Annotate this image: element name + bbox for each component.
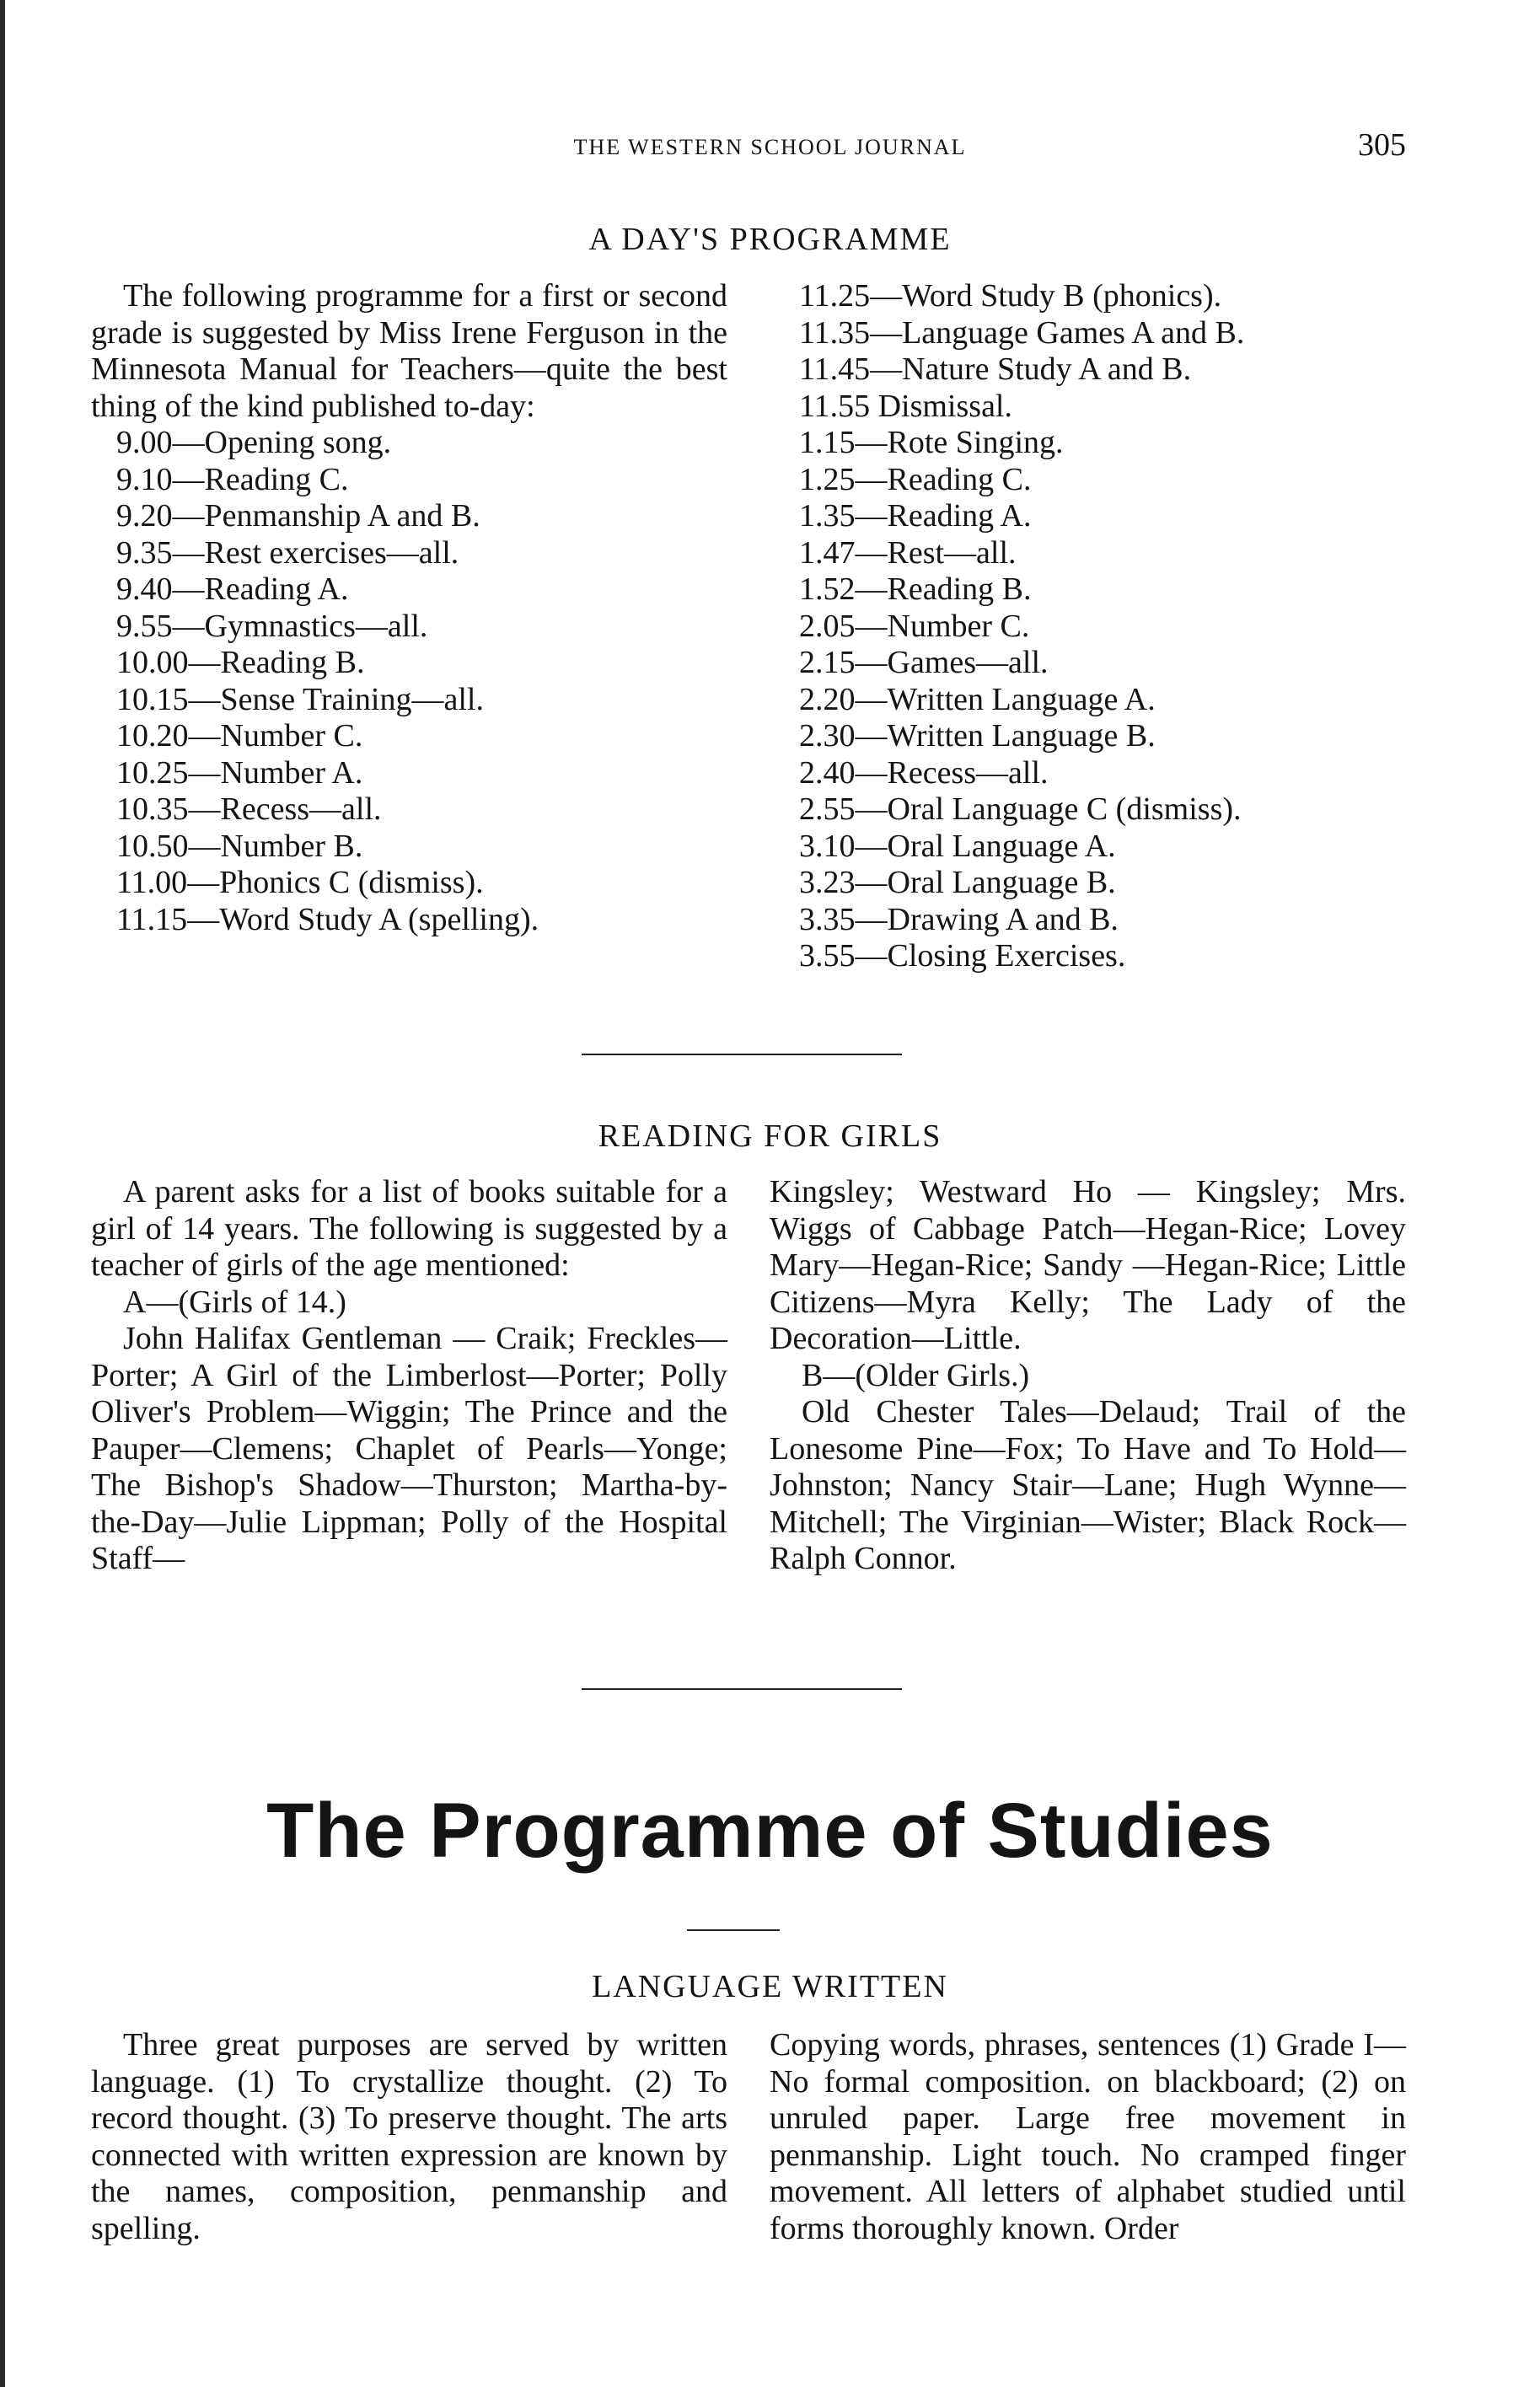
section-divider xyxy=(582,1688,902,1690)
page-edge-shadow xyxy=(0,0,5,2387)
schedule-item: 9.20—Penmanship A and B. xyxy=(116,498,480,534)
reading-right-column xyxy=(770,1174,1406,1578)
language-right-column xyxy=(770,2027,1406,2247)
schedule-item: 1.52—Reading B. xyxy=(799,571,1032,607)
schedule-item: 1.35—Reading A. xyxy=(799,498,1032,534)
language-written-subtitle: LANGUAGE WRITTEN xyxy=(592,1969,948,2004)
running-head: THE WESTERN SCHOOL JOURNAL xyxy=(573,135,967,159)
schedule-item: 3.23—Oral Language B. xyxy=(799,865,1116,900)
schedule-item: 9.10—Reading C. xyxy=(116,461,349,497)
schedule-item: 1.15—Rote Singing. xyxy=(799,425,1064,460)
schedule-item: 11.45—Nature Study A and B. xyxy=(799,351,1192,387)
schedule-list-left xyxy=(116,425,727,938)
schedule-item: 9.55—Gymnastics—all. xyxy=(116,608,428,644)
schedule-item: 2.20—Written Language A. xyxy=(799,681,1156,717)
schedule-item: 11.25—Word Study B (phonics). xyxy=(799,278,1222,314)
schedule-item: 10.15—Sense Training—all. xyxy=(116,681,484,717)
schedule-item: 1.47—Rest—all. xyxy=(799,534,1017,571)
schedule-item: 3.35—Drawing A and B. xyxy=(799,901,1119,937)
reading-paragraph: A parent asks for a list of books suitable for a girl of 14 years. The following is suggested by a teacher of girls of the age mentioned: xyxy=(91,1174,727,1283)
reading-left-column xyxy=(91,1174,727,1578)
day-programme-intro: The following programme for a first or second grade is suggested by Miss Irene Ferguson in the Minnesota Manual for Teachers—quite the best thing of the kind published to-day: xyxy=(91,278,727,424)
schedule-item: 3.55—Closing Exercises. xyxy=(799,938,1126,974)
day-programme-right-column xyxy=(799,278,1406,975)
schedule-item: 2.55—Oral Language C (dismiss). xyxy=(799,791,1242,827)
day-programme-title: A DAY'S PROGRAMME xyxy=(588,222,952,257)
title-underline xyxy=(687,1929,780,1931)
schedule-item: 11.35—Language Games A and B. xyxy=(799,314,1245,351)
schedule-item: 11.55 Dismissal. xyxy=(799,388,1012,424)
reading-list-heading: B—(Older Girls.) xyxy=(802,1357,1030,1393)
language-paragraph: Copying words, phrases, sentences (1) Grade I—No formal composition. on blackboard; (2) on unruled paper. Large free movement in penmanship. Light touch. No cramped finger movement. All letters of alphabet studied until forms thoroughly known. Order xyxy=(770,2027,1406,2246)
language-paragraph: Three great purposes are served by written language. (1) To crystallize thought. (2) To record thought. (3) To preserve thought. The arts connected with written expression are known by the names, composition, penmanship and spelling. xyxy=(91,2027,727,2246)
schedule-item: 2.40—Recess—all. xyxy=(799,754,1049,791)
reading-paragraph: John Halifax Gentleman — Craik; Freckles—Porter; A Girl of the Limberlost—Porter; Polly Oliver's Problem—Wiggin; The Prince and the Pauper—Clemens; Chaplet of Pearls—Yonge; The Bishop's Shadow—Thurston; Martha-by-the-Day—Julie Lippman; Polly of the Hospital Staff— xyxy=(91,1321,727,1576)
page-number: 305 xyxy=(1358,127,1406,163)
schedule-item: 9.00—Opening song. xyxy=(116,425,392,460)
section-divider xyxy=(582,1054,902,1055)
language-left-column xyxy=(91,2027,727,2247)
schedule-item: 10.25—Number A. xyxy=(116,754,363,791)
schedule-item: 2.15—Games—all. xyxy=(799,645,1049,680)
schedule-item: 10.50—Number B. xyxy=(116,828,363,864)
programme-of-studies-title: The Programme of Studies xyxy=(266,1788,1274,1874)
schedule-list-right xyxy=(799,278,1406,975)
schedule-item: 3.10—Oral Language A. xyxy=(799,828,1116,864)
schedule-item: 9.35—Rest exercises—all. xyxy=(116,534,459,571)
day-programme-left-column xyxy=(91,278,727,938)
reading-paragraph: Kingsley; Westward Ho — Kingsley; Mrs. Wiggs of Cabbage Patch—Hegan-Rice; Lovey Mary—Hegan-Rice; Sandy —Hegan-Rice; Little Citizens—Myra Kelly; The Lady of the Decoration—Little. xyxy=(770,1174,1406,1356)
schedule-item: 2.05—Number C. xyxy=(799,608,1030,644)
reading-list-heading: A—(Girls of 14.) xyxy=(123,1284,346,1320)
schedule-item: 11.15—Word Study A (spelling). xyxy=(116,901,539,937)
reading-paragraph: Old Chester Tales—Delaud; Trail of the Lonesome Pine—Fox; To Have and To Hold—Johnston; Nancy Stair—Lane; Hugh Wynne—Mitchell; The Virginian—Wister; Black Rock—Ralph Connor. xyxy=(770,1394,1406,1576)
schedule-item: 11.00—Phonics C (dismiss). xyxy=(116,865,484,900)
schedule-item: 10.35—Recess—all. xyxy=(116,791,382,827)
reading-for-girls-title: READING FOR GIRLS xyxy=(598,1118,942,1154)
schedule-item: 10.00—Reading B. xyxy=(116,645,365,680)
schedule-item: 1.25—Reading C. xyxy=(799,461,1032,497)
schedule-item: 2.30—Written Language B. xyxy=(799,718,1156,754)
schedule-item: 10.20—Number C. xyxy=(116,718,363,754)
schedule-item: 9.40—Reading A. xyxy=(116,571,349,607)
